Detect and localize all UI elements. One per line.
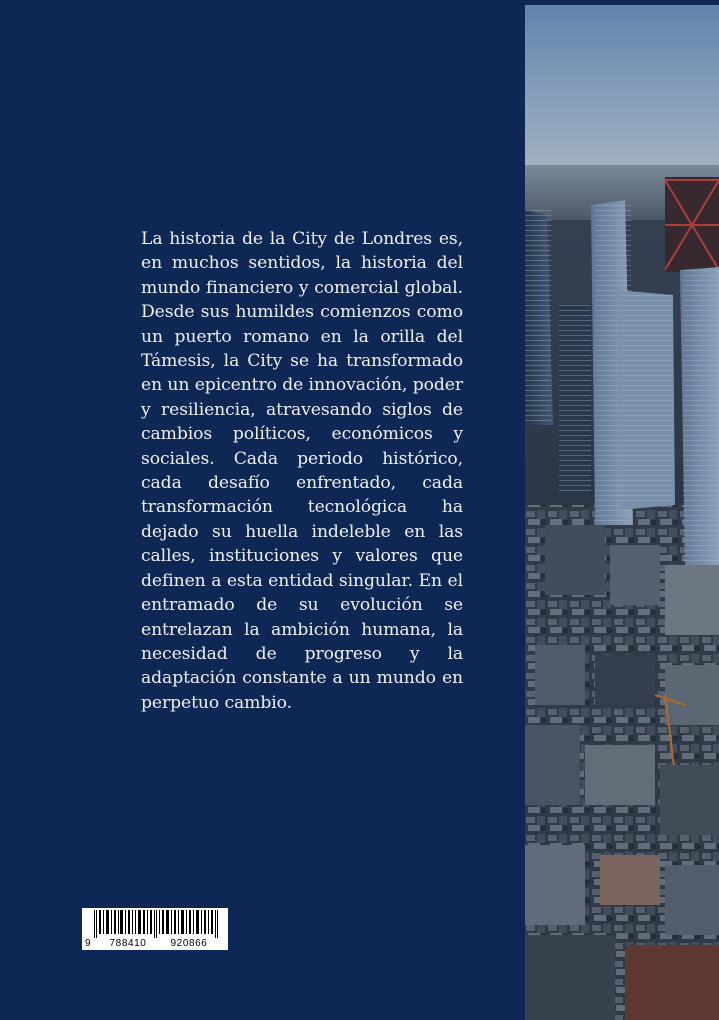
isbn-digit-first: 9 xyxy=(85,938,91,949)
barcode-bars xyxy=(82,908,228,938)
isbn-digits-right: 920866 xyxy=(170,938,208,949)
isbn-digits-left: 788410 xyxy=(109,938,147,949)
isbn-digits xyxy=(82,939,228,949)
synopsis-text: La historia de la City de Londres es, en muchos sentidos, la historia del mundo financiero y comercial global. Desde sus humildes comienzos como un puerto romano en la orilla del Támesis, la City se ha transformado en un epicentro de innovación, poder y resiliencia, atravesando siglos de cambios políticos, económicos y sociales. Cada periodo histórico, cada desafío enfrentado, cada transformación tecnológica ha dejado su huella indeleble en las calles, instituciones y valores que definen a esta entidad singular. En el entramado de su evolución se entrelazan la ambición humana, la necesidad de progreso y la adaptación constante a un mundo en perpetuo cambio. xyxy=(141,229,463,713)
isbn-barcode xyxy=(82,908,228,950)
london-city-aerial-photo xyxy=(525,5,719,1020)
